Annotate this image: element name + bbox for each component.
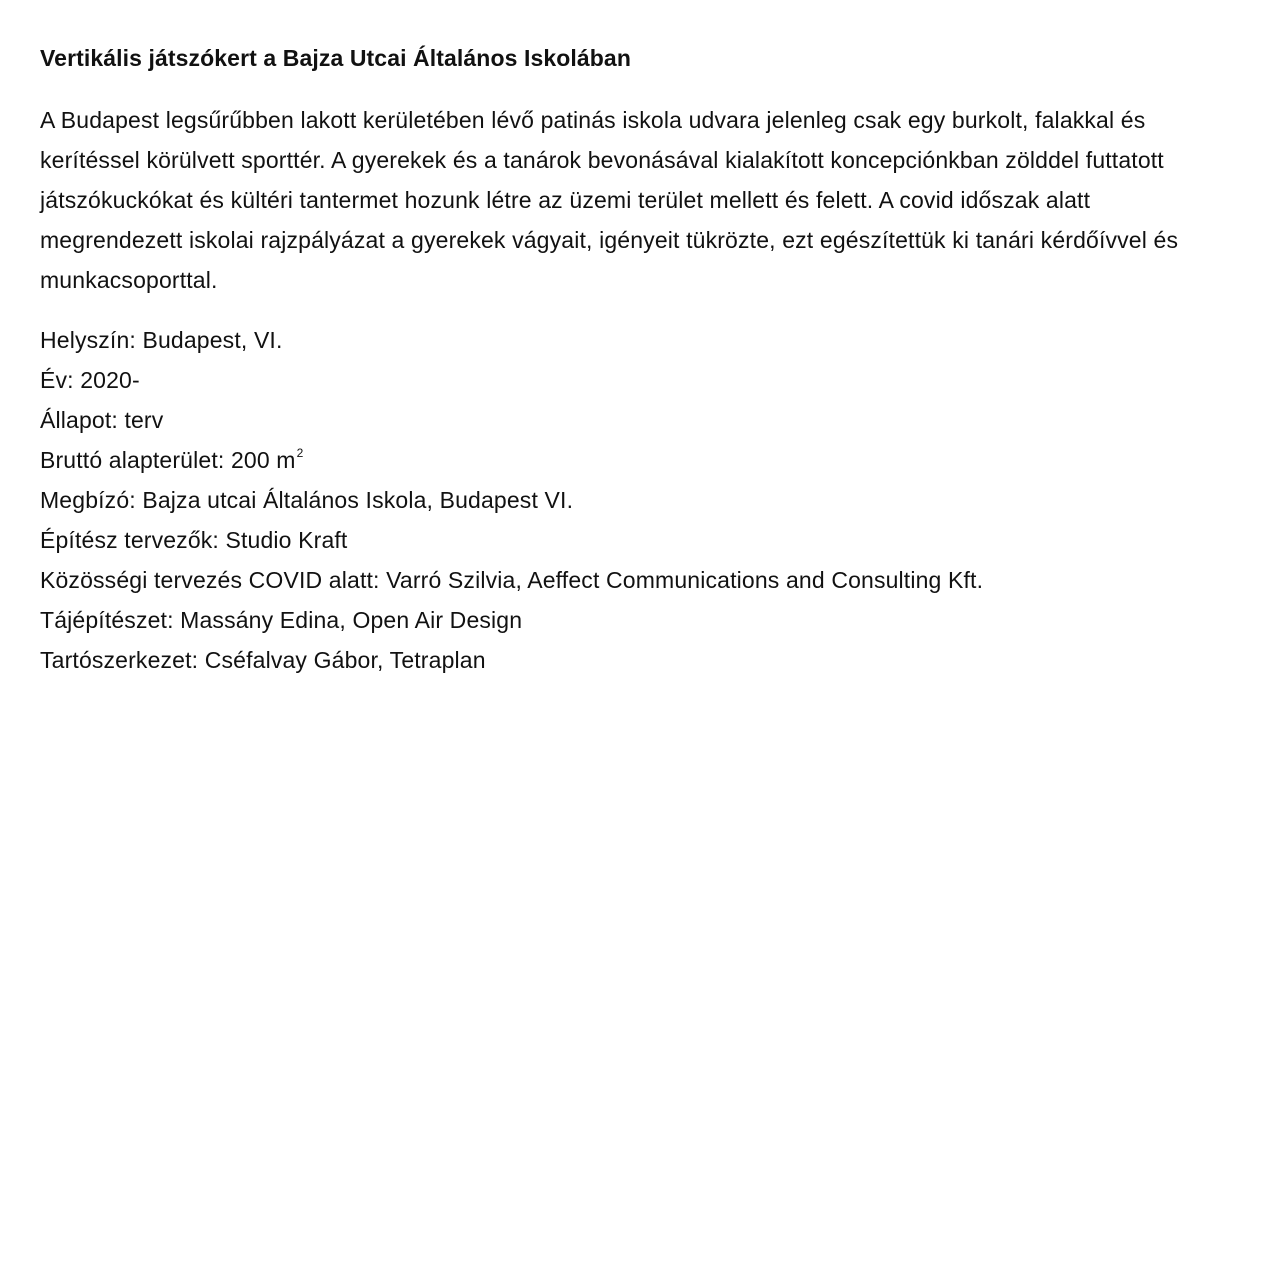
project-title: Vertikális játszókert a Bajza Utcai Általános Iskolában: [40, 45, 631, 71]
detail-area: [40, 440, 1220, 480]
project-details: [40, 320, 1220, 680]
project-description: A Budapest legsűrűbben lakott kerületében lévő patinás iskola udvara jelenleg csak egy burkolt, falakkal és kerítéssel körülvett sporttér. A gyerekek és a tanárok bevonásával kialakított koncepciónkban zölddel futtatott játszókuckókat és kültéri tantermet hozunk létre az üzemi terület mellett és felett. A covid időszak alatt megrendezett iskolai rajzpályázat a gyerekek vágyait, igényeit tükrözte, ezt egészítettük ki tanári kérdőívvel és munkacsoporttal.: [40, 107, 1179, 293]
detail-status: Állapot: terv: [40, 407, 164, 433]
detail-community-design: Közösségi tervezés COVID alatt: Varró Szilvia, Aeffect Communications and Consulting Kft.: [40, 567, 984, 593]
detail-location: Helyszín: Budapest, VI.: [40, 327, 283, 353]
detail-area-text: Bruttó alapterület: 200 m: [40, 447, 296, 473]
detail-area-superscript: 2: [296, 446, 304, 461]
detail-landscape: Tájépítészet: Massány Edina, Open Air Design: [40, 607, 523, 633]
detail-year: Év: 2020-: [40, 367, 140, 393]
detail-architects: Építész tervezők: Studio Kraft: [40, 527, 348, 553]
project-article: [40, 40, 1220, 680]
detail-client: Megbízó: Bajza utcai Általános Iskola, Budapest VI.: [40, 487, 574, 513]
detail-structure: Tartószerkezet: Cséfalvay Gábor, Tetraplan: [40, 647, 486, 673]
